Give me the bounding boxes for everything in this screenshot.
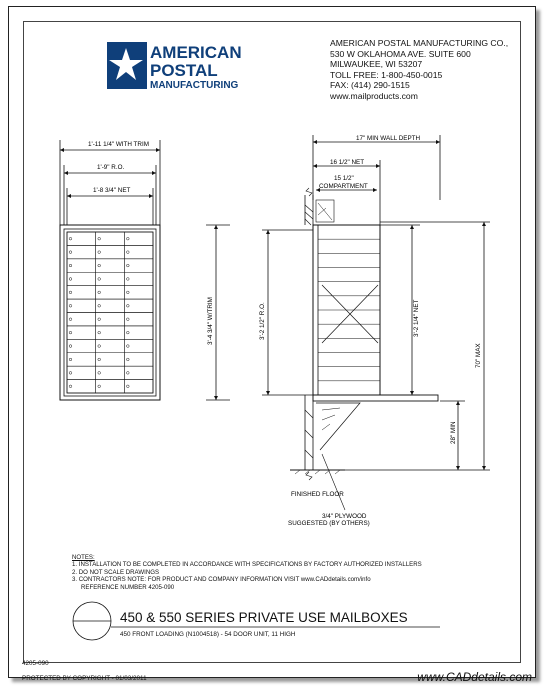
mailbox-door: [124, 313, 153, 326]
logo-line-1: AMERICAN: [150, 43, 242, 62]
notes-heading: NOTES:: [72, 554, 95, 561]
dim-trim-height: 3'-4 3/4" W/TRIM: [207, 297, 214, 345]
logo-line-2: POSTAL: [150, 61, 218, 80]
lock-icon: [127, 237, 130, 240]
mailbox-door: [96, 339, 125, 352]
note-3-reference: REFERENCE NUMBER 4205-090: [81, 583, 175, 591]
notes-block: [72, 554, 422, 591]
mailbox-door: [124, 245, 153, 258]
lock-icon: [127, 264, 130, 267]
company-logo: [107, 42, 242, 91]
sheet-number: 4205-090: [22, 660, 49, 667]
lock-icon: [98, 358, 101, 361]
lock-icon: [69, 304, 72, 307]
lock-icon: [69, 345, 72, 348]
drawing-subtitle: 450 FRONT LOADING (N1004518) - 54 DOOR UNIT, 11 HIGH: [120, 631, 296, 638]
mailbox-door: [67, 259, 96, 272]
mailbox-door: [124, 232, 153, 245]
lock-icon: [127, 278, 130, 281]
lock-icon: [127, 251, 130, 254]
lock-icon: [98, 237, 101, 240]
label-finished-floor: FINISHED FLOOR: [291, 491, 344, 498]
lock-icon: [98, 251, 101, 254]
dim-max-height: 70" MAX: [475, 343, 482, 368]
mailbox-door: [124, 299, 153, 312]
lock-icon: [127, 291, 130, 294]
mailbox-door: [96, 326, 125, 339]
dim-ro-width: 1'-9" R.O.: [97, 164, 125, 171]
lock-icon: [69, 251, 72, 254]
dim-trim-width: 1'-11 1/4" WITH TRIM: [88, 141, 149, 148]
mailbox-door: [124, 353, 153, 366]
mailbox-door: [67, 326, 96, 339]
note-2: 2. DO NOT SCALE DRAWINGS: [72, 568, 160, 576]
company-address-1: 530 W OKLAHOMA AVE. SUITE 600: [330, 48, 471, 59]
lock-icon: [127, 304, 130, 307]
mailbox-door: [67, 353, 96, 366]
lock-icon: [98, 291, 101, 294]
lock-icon: [69, 372, 72, 375]
lock-icon: [127, 385, 130, 388]
lock-icon: [127, 331, 130, 334]
dim-ro-height: 3'-2 1/2" R.O.: [259, 302, 266, 340]
lock-icon: [98, 304, 101, 307]
company-name: AMERICAN POSTAL MANUFACTURING CO.,: [330, 38, 509, 48]
lock-icon: [98, 331, 101, 334]
lock-icon: [98, 318, 101, 321]
lock-icon: [69, 278, 72, 281]
mailbox-door: [124, 286, 153, 299]
lock-icon: [98, 372, 101, 375]
mailbox-door: [96, 299, 125, 312]
mailbox-door: [124, 326, 153, 339]
mailbox-door: [124, 272, 153, 285]
mailbox-door: [124, 339, 153, 352]
lock-icon: [98, 385, 101, 388]
mailbox-door: [96, 272, 125, 285]
label-plywood: 3/4" PLYWOOD: [322, 513, 367, 520]
mailbox-door: [96, 366, 125, 379]
label-plywood-note: SUGGESTED (BY OTHERS): [288, 520, 370, 527]
note-3: 3. CONTRACTORS NOTE: FOR PRODUCT AND COMPANY INFORMATION VISIT www.CADdetails.com/info: [72, 576, 371, 584]
mailbox-door: [67, 245, 96, 258]
lock-icon: [98, 345, 101, 348]
mailbox-door: [124, 380, 153, 393]
lock-icon: [69, 358, 72, 361]
cad-details-link[interactable]: www.CADdetails.com: [417, 670, 532, 684]
company-toll-free: TOLL FREE: 1-800-450-0015: [330, 69, 443, 80]
mailbox-door: [96, 259, 125, 272]
mailbox-door: [67, 339, 96, 352]
side-view: [262, 135, 490, 510]
dim-net-depth: 16 1/2" NET: [330, 159, 365, 166]
mailbox-door: [124, 259, 153, 272]
lock-icon: [69, 331, 72, 334]
mailbox-door: [67, 313, 96, 326]
front-view: [60, 140, 230, 400]
lock-icon: [98, 278, 101, 281]
compartment-shelves: [318, 239, 380, 381]
mailbox-door: [67, 380, 96, 393]
mailbox-door: [96, 380, 125, 393]
lock-icon: [98, 264, 101, 267]
drawing-title: 450 & 550 SERIES PRIVATE USE MAILBOXES: [120, 610, 408, 625]
lock-icon: [127, 358, 130, 361]
mailbox-door: [124, 366, 153, 379]
lock-icon: [69, 385, 72, 388]
lock-icon: [127, 318, 130, 321]
company-fax: FAX: (414) 290-1515: [330, 80, 410, 91]
company-web: www.mailproducts.com: [330, 90, 418, 101]
company-address-2: MILWAUKEE, WI 53207: [330, 59, 423, 70]
dim-compartment-value: 15 1/2": [334, 175, 354, 182]
lock-icon: [69, 291, 72, 294]
lock-icon: [127, 372, 130, 375]
lock-icon: [69, 264, 72, 267]
mailbox-door: [96, 353, 125, 366]
mailbox-door: [67, 232, 96, 245]
lock-icon: [69, 237, 72, 240]
dim-compartment-label: COMPARTMENT: [319, 183, 368, 190]
dim-net-width: 1'-8 3/4" NET: [93, 187, 131, 194]
mailbox-door: [96, 232, 125, 245]
note-1: 1. INSTALLATION TO BE COMPLETED IN ACCORDANCE WITH SPECIFICATIONS BY FACTORY AUTHORIZED INSTALLERS: [72, 561, 422, 569]
mailbox-door: [67, 366, 96, 379]
dim-net-height: 3'-2 1/4" NET: [413, 299, 420, 337]
mailbox-door-grid: [67, 232, 153, 393]
mailbox-door: [67, 299, 96, 312]
logo-line-3: MANUFACTURING: [150, 80, 239, 91]
lock-icon: [127, 345, 130, 348]
mailbox-door: [96, 245, 125, 258]
mailbox-door: [96, 313, 125, 326]
dim-wall-depth: 17" MIN WALL DEPTH: [356, 135, 421, 142]
lock-icon: [69, 318, 72, 321]
copyright-notice: PROTECTED BY COPYRIGHT - 01/03/2011: [22, 675, 147, 682]
mailbox-door: [67, 286, 96, 299]
mailbox-door: [96, 286, 125, 299]
mailbox-door: [67, 272, 96, 285]
dim-min-height: 28" MIN: [450, 421, 457, 444]
